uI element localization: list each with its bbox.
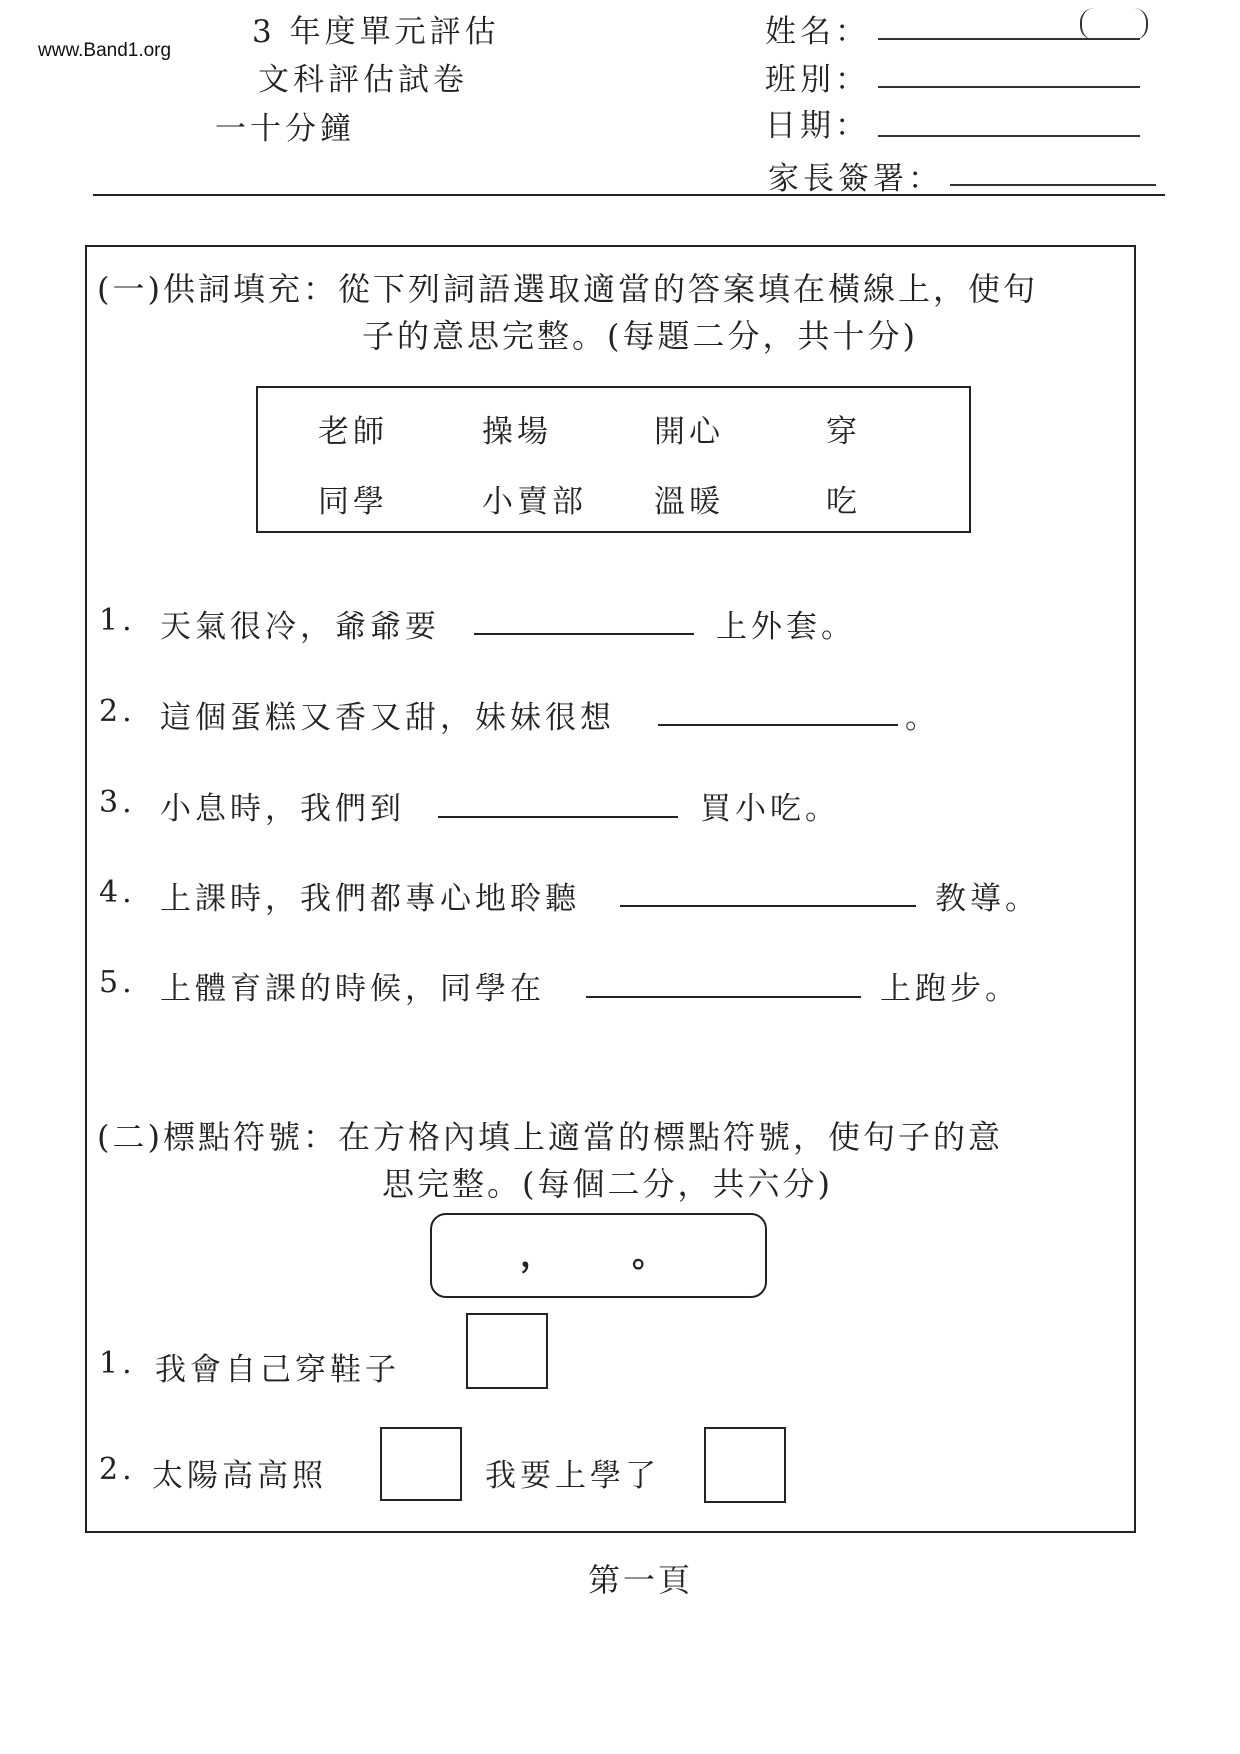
question-text-after: 買小吃。 bbox=[700, 791, 840, 827]
question-text-after: 教導。 bbox=[935, 881, 1040, 917]
question-text-after: 上外套。 bbox=[716, 609, 856, 645]
question-number: 4. bbox=[99, 875, 136, 910]
question-number: 3. bbox=[99, 785, 136, 820]
section-1-title: (一)供詞填充：從下列詞語選取適當的答案填在橫線上，使句 bbox=[97, 270, 1038, 308]
answer-blank[interactable] bbox=[658, 724, 898, 726]
question-text: 這個蛋糕又香又甜，妹妹很想 bbox=[160, 700, 615, 736]
word-bank-item: 小賣部 bbox=[482, 484, 587, 520]
question-text-after: 上跑步。 bbox=[880, 971, 1020, 1007]
page-number: 第一頁 bbox=[588, 1561, 694, 1599]
question-number: 2. bbox=[99, 694, 136, 729]
class-field-line[interactable] bbox=[878, 86, 1140, 88]
section-1-instructions: 子的意思完整。(每題二分，共十分) bbox=[362, 317, 918, 355]
answer-blank[interactable] bbox=[474, 633, 694, 635]
section-2-title: (二)標點符號：在方格內填上適當的標點符號，使句子的意 bbox=[97, 1118, 1003, 1156]
word-bank-item: 開心 bbox=[654, 414, 724, 450]
date-field-line[interactable] bbox=[878, 135, 1140, 137]
question-text: 天氣很冷，爺爺要 bbox=[160, 609, 440, 645]
answer-blank[interactable] bbox=[620, 905, 916, 907]
question-text-continued: 我要上學了 bbox=[485, 1458, 660, 1494]
section-2-instructions: 思完整。(每個二分，共六分) bbox=[382, 1165, 833, 1203]
name-label: 姓名： bbox=[765, 14, 870, 50]
question-text: 太陽高高照 bbox=[152, 1458, 327, 1494]
parent-signature-label: 家長簽署： bbox=[768, 161, 943, 197]
parent-signature-line[interactable] bbox=[950, 184, 1156, 186]
answer-blank[interactable] bbox=[438, 816, 678, 818]
exam-year-title: 3 年度單元評估 bbox=[252, 14, 500, 50]
question-number: 1. bbox=[99, 1346, 136, 1381]
watermark: www.Band1.org bbox=[38, 40, 172, 61]
date-label: 日期： bbox=[765, 108, 870, 144]
punctuation-full-stop: 。 bbox=[632, 1235, 666, 1275]
punctuation-bank-box bbox=[430, 1213, 767, 1298]
question-text: 上課時，我們都專心地聆聽 bbox=[160, 881, 580, 917]
word-bank-box bbox=[256, 386, 971, 533]
word-bank-item: 穿 bbox=[826, 414, 861, 450]
class-number-parentheses[interactable] bbox=[1080, 8, 1148, 40]
question-number: 5. bbox=[99, 965, 136, 1000]
punctuation-answer-box[interactable] bbox=[704, 1427, 786, 1503]
class-label: 班別： bbox=[765, 62, 870, 98]
question-text: 小息時，我們到 bbox=[160, 791, 405, 827]
punctuation-comma: ， bbox=[520, 1235, 554, 1275]
word-bank-item: 同學 bbox=[318, 484, 388, 520]
answer-blank[interactable] bbox=[586, 996, 861, 998]
header-divider bbox=[93, 194, 1165, 196]
punctuation-answer-box[interactable] bbox=[380, 1427, 462, 1501]
question-text-after: 。 bbox=[905, 700, 940, 736]
word-bank-item: 操場 bbox=[482, 414, 552, 450]
question-text: 我會自己穿鞋子 bbox=[155, 1352, 400, 1388]
question-text: 上體育課的時候，同學在 bbox=[160, 971, 545, 1007]
exam-duration: 一十分鐘 bbox=[215, 111, 355, 147]
exam-paper-title: 文科評估試卷 bbox=[258, 62, 468, 98]
word-bank-item: 吃 bbox=[826, 484, 861, 520]
question-number: 2. bbox=[99, 1452, 136, 1487]
word-bank-item: 老師 bbox=[318, 414, 388, 450]
punctuation-answer-box[interactable] bbox=[466, 1313, 548, 1389]
word-bank-item: 溫暖 bbox=[654, 484, 724, 520]
question-number: 1. bbox=[99, 603, 136, 638]
